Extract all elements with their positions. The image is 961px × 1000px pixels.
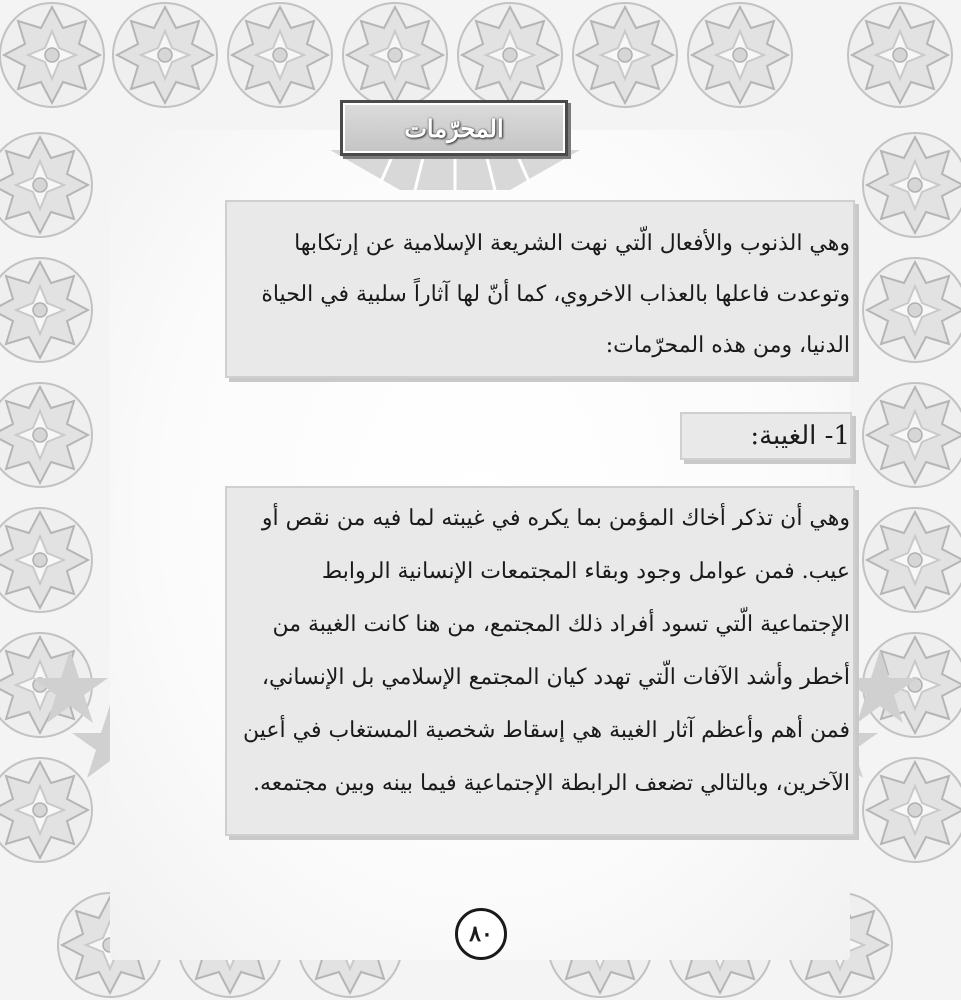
intro-paragraph: وهي الذنوب والأفعال الّتي نهت الشريعة الإسلامية عن إرتكابها وتوعدت فاعلها بالعذاب الاخروي، كما أنّ لها آثاراً سلبية في الحياة الدنيا، ومن هذه المحرّمات: bbox=[261, 231, 850, 358]
section-paragraph: وهي أن تذكر أخاك المؤمن بما يكره في غيبته لما فيه من نقص أو عيب. فمن عوامل وجود وبقاء المجتمعات الإنسانية الروابط الإجتماعية الّتي تسود أفراد ذلك المجتمع، من هنا كانت الغيبة من أخطر وأشد الآفات الّتي تهدد كيان المجتمع الإسلامي بل الإنساني، فمن أهم وأعظم آثار الغيبة هي إسقاط شخصية المستغاب في أعين الآخرين، وبالتالي تضعف الرابطة الإجتماعية فيما بينه وبين مجتمعه. bbox=[243, 506, 850, 796]
header-title-box bbox=[340, 100, 568, 156]
page-number-badge bbox=[455, 908, 507, 960]
section-heading: 1- الغيبة: bbox=[750, 421, 850, 451]
page-title: المحرّمات bbox=[404, 113, 504, 143]
page-number: ٨٠ bbox=[469, 921, 493, 947]
header-rays-decoration bbox=[310, 150, 600, 190]
